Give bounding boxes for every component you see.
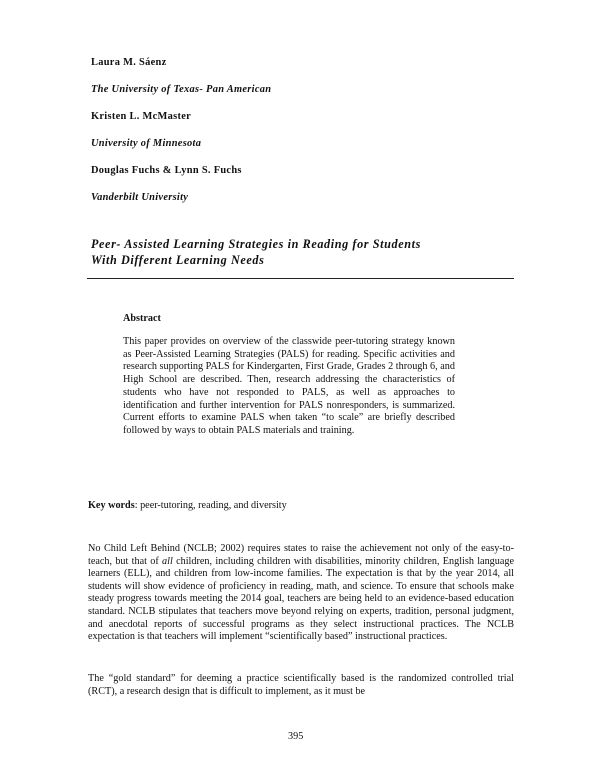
page-number: 395 xyxy=(288,731,304,742)
keywords-text: : peer-tutoring, reading, and diversity xyxy=(134,500,287,511)
paragraph-text: children, including children with disabilities, minority children, English language learners (ELL), and children from low-income families. The expectation is that by the year 2014, all students will show evidence of proficiency in reading, math, and science. To ensure that schools make steady progress towards meeting the 2014 goal, teachers are being held to an evidence-based education standard. NCLB stipulates that teachers move beyond relying on experts, tradition, personal judgment, and anecdotal reports of successful programs as they select instructional practices. The NCLB expectation is that teachers will implement “scientifically based” instructional practices. xyxy=(88,555,515,643)
title-line: With Different Learning Needs xyxy=(91,253,265,267)
paper-title xyxy=(91,236,531,268)
abstract-text: This paper provides on overview of the classwide peer-tutoring strategy known as Peer-Assisted Learning Strategies (PALS) for reading. Specific activities and research supporting PALS for Kindergarten, First Grade, Grades 2 through 6, and High School are described. Then, research addressing the characteristics of students who have not responded to PALS, as well as approaches to identification and further intervention for PALS nonresponders, is summarized. Current efforts to examine PALS when taken “to scale” are briefly described followed by ways to obtain PALS materials and training. xyxy=(123,336,455,436)
body-paragraph: The “gold standard” for deeming a practice scientifically based is the randomized controlled trial (RCT), a research design that is difficult to implement, as it must be xyxy=(88,673,514,697)
abstract-heading: Abstract xyxy=(123,313,161,324)
body-paragraph xyxy=(88,543,514,644)
keywords xyxy=(88,500,287,511)
author-affiliation: University of Minnesota xyxy=(91,138,202,149)
author-affiliation: Vanderbilt University xyxy=(91,192,189,203)
author-name: Kristen L. McMaster xyxy=(91,111,192,122)
author-name: Douglas Fuchs & Lynn S. Fuchs xyxy=(91,165,242,176)
author-affiliation: The University of Texas- Pan American xyxy=(91,84,272,95)
paragraph-text: No Child Left Behind (NCLB; 2002) requires states to raise the achievement not only of the easy-to-teach, but that of xyxy=(88,543,514,567)
title-divider xyxy=(87,278,514,279)
author-name: Laura M. Sáenz xyxy=(91,57,167,68)
title-line: Peer- Assisted Learning Strategies in Reading for Students xyxy=(91,237,421,251)
paragraph-emphasis: all xyxy=(162,555,173,567)
keywords-label: Key words xyxy=(88,500,135,511)
